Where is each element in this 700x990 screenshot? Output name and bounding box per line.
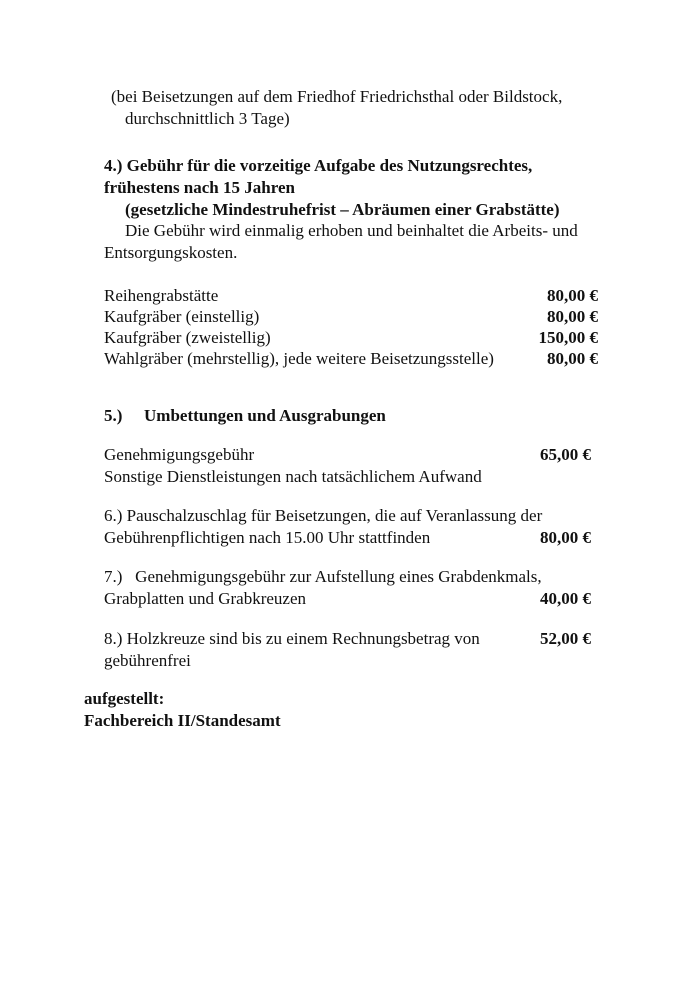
section4-heading-line-2: frühestens nach 15 Jahren xyxy=(104,178,295,197)
fee-amount-wahlgrab: 80,00 € xyxy=(547,349,598,368)
fee-label-kaufgrab-einstellig: Kaufgräber (einstellig) xyxy=(104,307,260,326)
section5-title: Umbettungen und Ausgrabungen xyxy=(144,406,386,425)
section7-line-1: 7.) Genehmigungsgebühr zur Aufstellung eines Grabdenkmals, xyxy=(104,567,542,586)
section6-line-2: Gebührenpflichtigen nach 15.00 Uhr stattfinden xyxy=(104,528,431,547)
intro-line-1: (bei Beisetzungen auf dem Friedhof Friedrichsthal oder Bildstock, xyxy=(111,87,563,106)
section7-line-2: Grabplatten und Grabkreuzen xyxy=(104,589,307,608)
footer-department: Fachbereich II/Standesamt xyxy=(84,711,281,730)
fee-amount-kaufgrab-einstellig: 80,00 € xyxy=(547,307,598,326)
fee-label-kaufgrab-zweistellig: Kaufgräber (zweistellig) xyxy=(104,328,271,347)
section6-amount: 80,00 € xyxy=(540,528,591,547)
section5-number: 5.) xyxy=(104,406,123,425)
section8-line-1: 8.) Holzkreuze sind bis zu einem Rechnungsbetrag von xyxy=(104,629,480,648)
fee-label-reihengrab: Reihengrabstätte xyxy=(104,286,219,305)
section5-fee-label: Genehmigungsgebühr xyxy=(104,445,255,464)
footer-prepared-label: aufgestellt: xyxy=(84,689,165,708)
section4-description-line-2: Entsorgungskosten. xyxy=(104,243,238,262)
intro-line-2: durchschnittlich 3 Tage) xyxy=(125,109,290,128)
section4-heading-line-1: 4.) Gebühr für die vorzeitige Aufgabe des Nutzungsrechtes, xyxy=(104,156,533,175)
section4-description-line-1: Die Gebühr wird einmalig erhoben und beinhaltet die Arbeits- und xyxy=(125,221,578,240)
section8-line-2: gebührenfrei xyxy=(104,651,191,670)
section5-other-services: Sonstige Dienstleistungen nach tatsächlichem Aufwand xyxy=(104,467,482,486)
section8-amount: 52,00 € xyxy=(540,629,591,648)
fee-amount-reihengrab: 80,00 € xyxy=(547,286,598,305)
section7-amount: 40,00 € xyxy=(540,589,591,608)
section4-heading-line-3: (gesetzliche Mindestruhefrist – Abräumen einer Grabstätte) xyxy=(125,200,560,219)
fee-amount-kaufgrab-zweistellig: 150,00 € xyxy=(538,328,598,347)
fee-label-wahlgrab: Wahlgräber (mehrstellig), jede weitere Beisetzungsstelle) xyxy=(104,349,494,368)
section5-fee-amount: 65,00 € xyxy=(540,445,591,464)
section6-line-1: 6.) Pauschalzuschlag für Beisetzungen, die auf Veranlassung der xyxy=(104,506,543,525)
